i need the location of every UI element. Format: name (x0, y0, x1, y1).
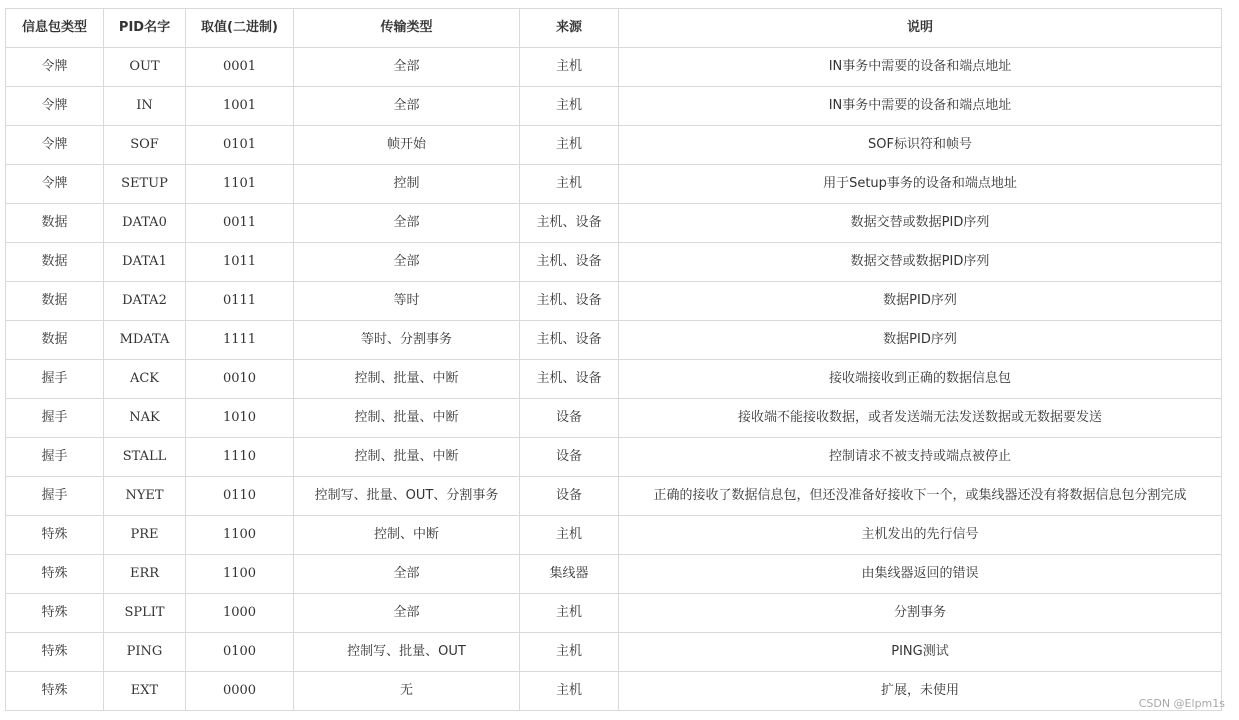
table-row (6, 438, 1222, 477)
table-row (6, 165, 1222, 204)
pid-name-cell: ACK (104, 360, 186, 399)
description-cell: IN事务中需要的设备和端点地址 (619, 87, 1222, 126)
packet-type-cell: 令牌 (6, 126, 104, 165)
binary-value-cell: 1111 (186, 321, 294, 360)
source-cell: 主机 (520, 594, 619, 633)
pid-table (5, 8, 1222, 711)
table-row (6, 360, 1222, 399)
source-cell: 主机 (520, 633, 619, 672)
table-row (6, 594, 1222, 633)
source-cell: 主机 (520, 672, 619, 711)
transfer-type-cell: 全部 (294, 594, 520, 633)
packet-type-cell: 特殊 (6, 672, 104, 711)
source-cell: 设备 (520, 438, 619, 477)
packet-type-cell: 特殊 (6, 594, 104, 633)
watermark: CSDN @Elpm1s (1138, 697, 1225, 710)
table-row (6, 126, 1222, 165)
pid-name-cell: DATA0 (104, 204, 186, 243)
packet-type-cell: 握手 (6, 477, 104, 516)
binary-value-cell: 0100 (186, 633, 294, 672)
packet-type-cell: 数据 (6, 243, 104, 282)
description-cell: 由集线器返回的错误 (619, 555, 1222, 594)
packet-type-cell: 数据 (6, 282, 104, 321)
table-row (6, 399, 1222, 438)
binary-value-cell: 1100 (186, 516, 294, 555)
source-cell: 设备 (520, 399, 619, 438)
table-row (6, 672, 1222, 711)
description-cell: 数据PID序列 (619, 282, 1222, 321)
pid-name-cell: DATA2 (104, 282, 186, 321)
binary-value-cell: 1001 (186, 87, 294, 126)
source-cell: 主机、设备 (520, 243, 619, 282)
transfer-type-cell: 全部 (294, 48, 520, 87)
pid-table-container (5, 8, 1221, 711)
description-cell: IN事务中需要的设备和端点地址 (619, 48, 1222, 87)
packet-type-cell: 特殊 (6, 516, 104, 555)
table-row (6, 477, 1222, 516)
transfer-type-cell: 控制写、批量、OUT (294, 633, 520, 672)
header-row (6, 9, 1222, 48)
description-cell: 接收端不能接收数据，或者发送端无法发送数据或无数据要发送 (619, 399, 1222, 438)
binary-value-header: 取值(二进制) (186, 9, 294, 48)
binary-value-cell: 1110 (186, 438, 294, 477)
binary-value-cell: 0001 (186, 48, 294, 87)
description-cell: 数据交替或数据PID序列 (619, 243, 1222, 282)
table-body (6, 48, 1222, 711)
pid-name-cell: IN (104, 87, 186, 126)
description-cell: PING测试 (619, 633, 1222, 672)
binary-value-cell: 0111 (186, 282, 294, 321)
transfer-type-cell: 全部 (294, 87, 520, 126)
binary-value-cell: 0011 (186, 204, 294, 243)
transfer-type-cell: 控制写、批量、OUT、分割事务 (294, 477, 520, 516)
pid-name-cell: MDATA (104, 321, 186, 360)
description-cell: SOF标识符和帧号 (619, 126, 1222, 165)
source-cell: 主机 (520, 126, 619, 165)
description-cell: 主机发出的先行信号 (619, 516, 1222, 555)
packet-type-cell: 令牌 (6, 165, 104, 204)
table-row (6, 48, 1222, 87)
source-cell: 主机 (520, 87, 619, 126)
pid-name-cell: NAK (104, 399, 186, 438)
source-cell: 设备 (520, 477, 619, 516)
transfer-type-cell: 全部 (294, 204, 520, 243)
table-row (6, 555, 1222, 594)
source-cell: 主机、设备 (520, 360, 619, 399)
transfer-type-cell: 控制、中断 (294, 516, 520, 555)
table-row (6, 321, 1222, 360)
pid-name-cell: SETUP (104, 165, 186, 204)
transfer-type-cell: 等时、分割事务 (294, 321, 520, 360)
pid-name-cell: STALL (104, 438, 186, 477)
binary-value-cell: 0101 (186, 126, 294, 165)
pid-name-cell: ERR (104, 555, 186, 594)
table-row (6, 516, 1222, 555)
description-header: 说明 (619, 9, 1222, 48)
table-row (6, 633, 1222, 672)
binary-value-cell: 1011 (186, 243, 294, 282)
packet-type-cell: 数据 (6, 204, 104, 243)
binary-value-cell: 0110 (186, 477, 294, 516)
packet-type-cell: 特殊 (6, 633, 104, 672)
packet-type-cell: 握手 (6, 399, 104, 438)
binary-value-cell: 1000 (186, 594, 294, 633)
binary-value-cell: 0000 (186, 672, 294, 711)
source-header: 来源 (520, 9, 619, 48)
transfer-type-cell: 等时 (294, 282, 520, 321)
source-cell: 主机 (520, 48, 619, 87)
packet-type-cell: 令牌 (6, 48, 104, 87)
description-cell: 数据PID序列 (619, 321, 1222, 360)
pid-name-cell: DATA1 (104, 243, 186, 282)
table-header (6, 9, 1222, 48)
transfer-type-cell: 全部 (294, 243, 520, 282)
description-cell: 扩展，未使用 (619, 672, 1222, 711)
packet-type-cell: 特殊 (6, 555, 104, 594)
pid-name-cell: NYET (104, 477, 186, 516)
description-cell: 正确的接收了数据信息包，但还没准备好接收下一个，或集线器还没有将数据信息包分割完成 (619, 477, 1222, 516)
table-row (6, 243, 1222, 282)
binary-value-cell: 1100 (186, 555, 294, 594)
source-cell: 主机、设备 (520, 282, 619, 321)
binary-value-cell: 1010 (186, 399, 294, 438)
transfer-type-cell: 帧开始 (294, 126, 520, 165)
transfer-type-cell: 全部 (294, 555, 520, 594)
transfer-type-cell: 控制、批量、中断 (294, 360, 520, 399)
pid-name-cell: PRE (104, 516, 186, 555)
source-cell: 主机 (520, 516, 619, 555)
packet-type-cell: 握手 (6, 438, 104, 477)
table-row (6, 87, 1222, 126)
description-cell: 分割事务 (619, 594, 1222, 633)
pid-name-cell: SOF (104, 126, 186, 165)
binary-value-cell: 0010 (186, 360, 294, 399)
transfer-type-header: 传输类型 (294, 9, 520, 48)
packet-type-header: 信息包类型 (6, 9, 104, 48)
pid-name-cell: EXT (104, 672, 186, 711)
pid-name-cell: OUT (104, 48, 186, 87)
description-cell: 数据交替或数据PID序列 (619, 204, 1222, 243)
source-cell: 主机、设备 (520, 204, 619, 243)
description-cell: 接收端接收到正确的数据信息包 (619, 360, 1222, 399)
table-row (6, 204, 1222, 243)
pid-name-cell: SPLIT (104, 594, 186, 633)
packet-type-cell: 令牌 (6, 87, 104, 126)
source-cell: 集线器 (520, 555, 619, 594)
packet-type-cell: 握手 (6, 360, 104, 399)
transfer-type-cell: 控制、批量、中断 (294, 399, 520, 438)
pid-name-header: PID名字 (104, 9, 186, 48)
description-cell: 用于Setup事务的设备和端点地址 (619, 165, 1222, 204)
binary-value-cell: 1101 (186, 165, 294, 204)
transfer-type-cell: 控制、批量、中断 (294, 438, 520, 477)
packet-type-cell: 数据 (6, 321, 104, 360)
source-cell: 主机、设备 (520, 321, 619, 360)
table-row (6, 282, 1222, 321)
transfer-type-cell: 无 (294, 672, 520, 711)
pid-name-cell: PING (104, 633, 186, 672)
description-cell: 控制请求不被支持或端点被停止 (619, 438, 1222, 477)
source-cell: 主机 (520, 165, 619, 204)
transfer-type-cell: 控制 (294, 165, 520, 204)
